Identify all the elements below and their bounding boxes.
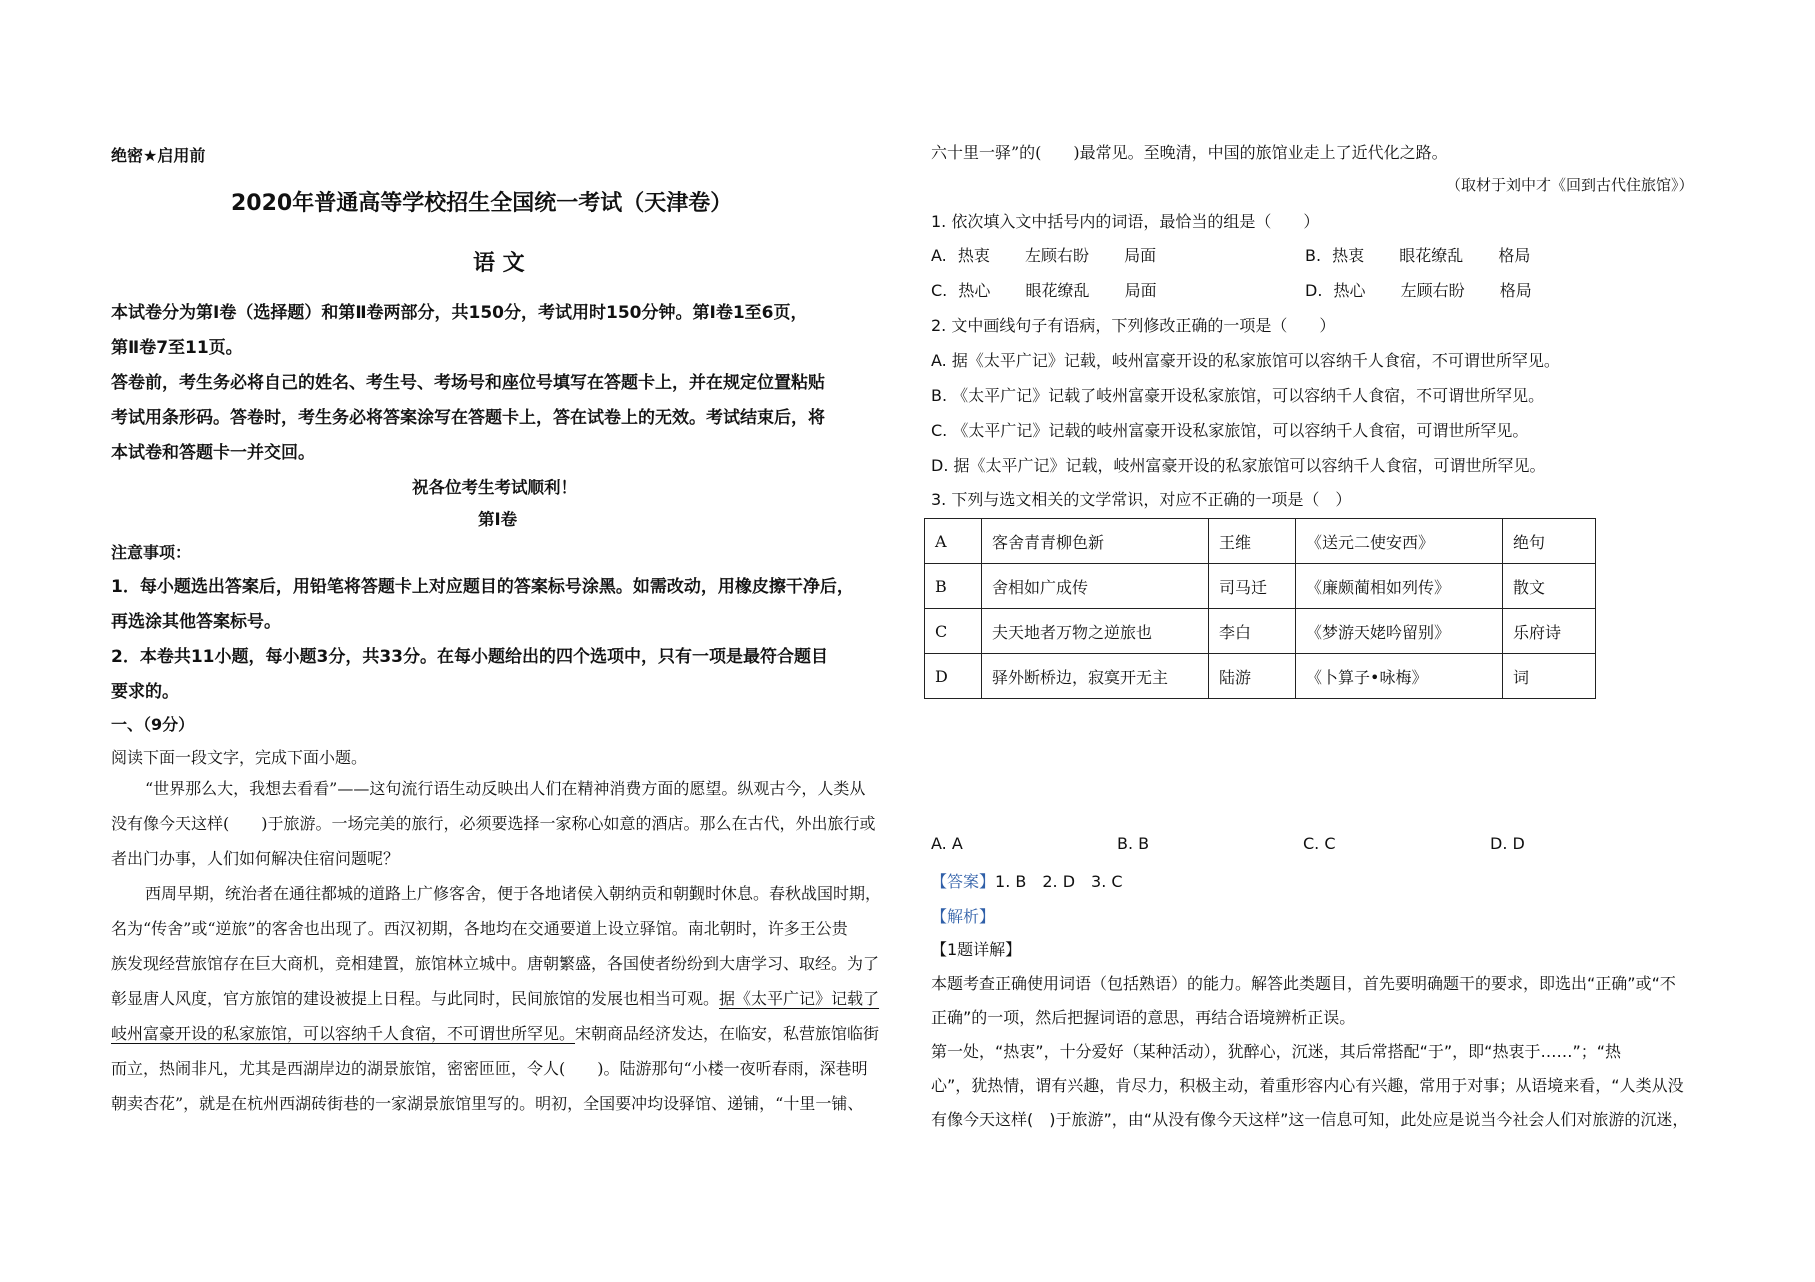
passage-line-5: 名为“传舍”或“逆旅”的客舍也出现了。西汉初期，各地均在交通要道上设立驿馆。南北朝时，许多王公贵 xyxy=(111,919,848,938)
q1-option-d-word-3: 格局 xyxy=(1499,281,1532,300)
detail-line-2: 正确”的一项，然后把握词语的意思，再结合语境辨析正误。 xyxy=(931,1008,1356,1027)
q1-option-c-word-1: 热心 xyxy=(958,281,991,300)
q2-option-d: D. 据《太平广记》记载，岐州富豪开设的私家旅馆可以容纳千人食宿，可谓世所罕见。 xyxy=(931,456,1546,475)
intro-line-1: 本试卷分为第Ⅰ卷（选择题）和第Ⅱ卷两部分，共150分，考试用时150分钟。第Ⅰ卷1至6页， xyxy=(111,303,808,323)
analysis-label: 【解析】 xyxy=(931,907,996,926)
table-row xyxy=(925,609,1596,654)
table-cell: D xyxy=(925,654,982,699)
q1-option-b-word-3: 格局 xyxy=(1498,246,1531,265)
note-line-4: 要求的。 xyxy=(111,682,179,702)
table-cell: 陆游 xyxy=(1209,654,1296,699)
passage-line-9: 而立，热闹非凡，尤其是西湖岸边的湖景旅馆，密密匝匝，令人( )。陆游那句“小楼一夜听春雨，深巷明 xyxy=(111,1059,868,1078)
passage-line-8-text: 宋朝商品经济发达，在临安，私营旅馆临街 xyxy=(575,1024,880,1043)
table-cell: 《廉颇蔺相如列传》 xyxy=(1296,564,1503,609)
table-cell: 舍相如广成传 xyxy=(982,564,1209,609)
q1-option-c-word-2: 眼花缭乱 xyxy=(1025,281,1090,300)
q1-option-a xyxy=(931,243,1156,266)
q1-option-d xyxy=(1305,278,1532,301)
table-cell: C xyxy=(925,609,982,654)
exam-title: 2020年普通高等学校招生全国统一考试（天津卷） xyxy=(231,191,733,216)
section-heading: 一、（9分） xyxy=(111,715,195,734)
subject-title: 语 文 xyxy=(473,251,525,276)
detail-line-5: 有像今天这样( )于旅游”，由“从没有像今天这样”这一信息可知，此处应是说当今社会人们对旅游的沉迷， xyxy=(931,1110,1689,1129)
q1-option-b-word-1: 热衷 xyxy=(1332,246,1365,265)
table-row xyxy=(925,564,1596,609)
table-cell: 驿外断桥边，寂寞开无主 xyxy=(982,654,1209,699)
q1-option-a-letter: A. xyxy=(931,246,947,265)
passage-end: 六十里一驿”的( )最常见。至晚清，中国的旅馆业走上了近代化之路。 xyxy=(931,143,1448,162)
table-cell: 《卜算子•咏梅》 xyxy=(1296,654,1503,699)
q1-option-a-word-3: 局面 xyxy=(1124,246,1157,265)
table-cell: 词 xyxy=(1503,654,1596,699)
q1-option-d-letter: D. xyxy=(1305,281,1323,300)
q3-option-c: C. C xyxy=(1303,834,1336,853)
note-line-3: 2．本卷共11小题，每小题3分，共33分。在每小题给出的四个选项中，只有一项是最符合题目 xyxy=(111,647,828,667)
answer-text: 1. B 2. D 3. C xyxy=(995,872,1123,891)
table-cell: 《送元二使安西》 xyxy=(1296,519,1503,564)
table-row xyxy=(925,654,1596,699)
detail-line-3: 第一处，“热衷”，十分爱好（某种活动），犹醉心，沉迷，其后常搭配“于”，即“热衷于……”；“热 xyxy=(931,1042,1622,1061)
q3-option-a: A. A xyxy=(931,834,963,853)
answer-label: 【答案】 xyxy=(931,872,996,891)
reading-instruction: 阅读下面一段文字，完成下面小题。 xyxy=(111,748,368,767)
passage-line-3: 者出门办事，人们如何解决住宿问题呢？ xyxy=(111,849,400,868)
q1-option-b-word-2: 眼花缭乱 xyxy=(1399,246,1464,265)
table-cell: 夫天地者万物之逆旅也 xyxy=(982,609,1209,654)
table-cell: A xyxy=(925,519,982,564)
table-cell: 王维 xyxy=(1209,519,1296,564)
question-2: 2. 文中画线句子有语病，下列修改正确的一项是（ ） xyxy=(931,316,1336,335)
underlined-sentence-part-1: 据《太平广记》记载了 xyxy=(719,989,880,1008)
intro-line-4: 考试用条形码。答卷时，考生务必将答案涂写在答题卡上，答在试卷上的无效。考试结束后，将 xyxy=(111,408,825,428)
question-3: 3. 下列与选文相关的文学常识，对应不正确的一项是（ ） xyxy=(931,490,1352,509)
underlined-sentence-part-2: 岐州富豪开设的私家旅馆，可以容纳千人食宿，不可谓世所罕见。 xyxy=(111,1024,576,1043)
passage-line-2: 没有像今天这样( )于旅游。一场完美的旅行，必须要选择一家称心如意的酒店。那么在古代，外出旅行或 xyxy=(111,814,876,833)
q1-option-b-letter: B. xyxy=(1305,246,1322,265)
q1-option-c-word-3: 局面 xyxy=(1124,281,1157,300)
table-cell: 李白 xyxy=(1209,609,1296,654)
notes-heading: 注意事项： xyxy=(111,543,192,562)
q2-option-c: C. 《太平广记》记载的岐州富豪开设私家旅馆，可以容纳千人食宿，可谓世所罕见。 xyxy=(931,421,1529,440)
table-cell: B xyxy=(925,564,982,609)
q3-option-d: D. D xyxy=(1490,834,1525,853)
q1-option-c xyxy=(931,278,1157,301)
table-cell: 绝句 xyxy=(1503,519,1596,564)
q2-option-b: B. 《太平广记》记载了岐州富豪开设私家旅馆，可以容纳千人食宿，不可谓世所罕见。 xyxy=(931,386,1545,405)
q3-option-b: B. B xyxy=(1117,834,1150,853)
intro-line-5: 本试卷和答题卡一并交回。 xyxy=(111,443,315,463)
passage-source: （取材于刘中才《回到古代住旅馆》） xyxy=(1446,176,1694,194)
secret-label: 绝密★启用前 xyxy=(111,146,206,165)
passage-line-1: “世界那么大，我想去看看”——这句流行语生动反映出人们在精神消费方面的愿望。纵观古今，人类从 xyxy=(145,779,866,798)
passage-line-8 xyxy=(111,1016,879,1051)
q2-option-a: A. 据《太平广记》记载，岐州富豪开设的私家旅馆可以容纳千人食宿，不可谓世所罕见。 xyxy=(931,351,1560,370)
passage-line-7 xyxy=(111,981,879,1016)
q1-option-a-word-2: 左顾右盼 xyxy=(1024,246,1089,265)
q1-option-b xyxy=(1305,243,1530,266)
table-row xyxy=(925,519,1596,564)
passage-line-6: 族发现经营旅馆存在巨大商机，竞相建置，旅馆林立城中。唐朝繁盛，各国使者纷纷到大唐学习、取经。为了 xyxy=(111,954,880,973)
detail-heading: 【1题详解】 xyxy=(931,940,1022,959)
note-line-1: 1．每小题选出答案后，用铅笔将答题卡上对应题目的答案标号涂黑。如需改动，用橡皮擦干净后， xyxy=(111,577,854,597)
passage-line-7-text: 彰显唐人风度，官方旅馆的建设被提上日程。与此同时，民间旅馆的发展也相当可观。 xyxy=(111,989,720,1008)
table-cell: 司马迁 xyxy=(1209,564,1296,609)
answer-line xyxy=(931,869,1123,892)
table-cell: 乐府诗 xyxy=(1503,609,1596,654)
wish-line: 祝各位考生考试顺利！ xyxy=(412,478,577,497)
q1-option-d-word-2: 左顾右盼 xyxy=(1400,281,1465,300)
q1-option-c-letter: C. xyxy=(931,281,948,300)
q1-option-d-word-1: 热心 xyxy=(1333,281,1366,300)
literature-table xyxy=(924,518,1596,699)
intro-line-3: 答卷前，考生务必将自己的姓名、考生号、考场号和座位号填写在答题卡上，并在规定位置粘贴 xyxy=(111,373,825,393)
intro-line-2: 第Ⅱ卷7至11页。 xyxy=(111,338,243,358)
note-line-2: 再选涂其他答案标号。 xyxy=(111,612,281,632)
passage-line-4: 西周早期，统治者在通往都城的道路上广修客舍，便于各地诸侯入朝纳贡和朝觐时休息。春秋战国时期， xyxy=(145,884,882,903)
volume-label: 第Ⅰ卷 xyxy=(478,510,518,529)
table-cell: 散文 xyxy=(1503,564,1596,609)
passage-line-10: 朝卖杏花”，就是在杭州西湖砖街巷的一家湖景旅馆里写的。明初，全国要冲均设驿馆、递铺，“十里一铺、 xyxy=(111,1094,864,1113)
table-cell: 客舍青青柳色新 xyxy=(982,519,1209,564)
question-1: 1. 依次填入文中括号内的词语，最恰当的组是（ ） xyxy=(931,212,1320,231)
detail-line-4: 心”，犹热情，谓有兴趣，肯尽力，积极主动，着重形容内心有兴趣，常用于对事；从语境来看，“人类从没 xyxy=(931,1076,1684,1095)
detail-line-1: 本题考查正确使用词语（包括熟语）的能力。解答此类题目，首先要明确题干的要求，即选出“正确”或“不 xyxy=(931,974,1676,993)
q1-option-a-word-1: 热衷 xyxy=(957,246,990,265)
table-cell: 《梦游天姥吟留别》 xyxy=(1296,609,1503,654)
